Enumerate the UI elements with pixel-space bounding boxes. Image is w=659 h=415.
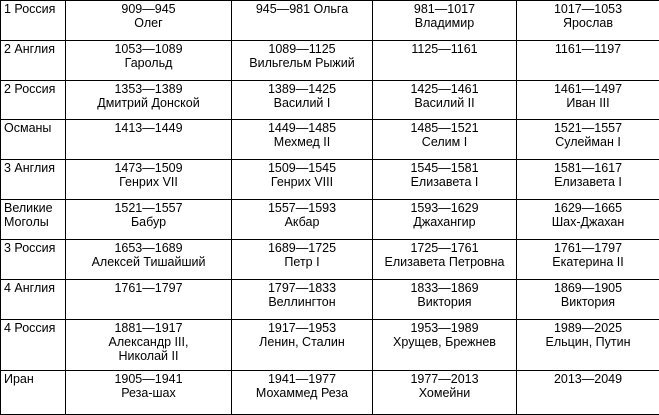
row-label: 3 Англия bbox=[1, 160, 66, 200]
ruler-name: Селим I bbox=[421, 135, 468, 150]
ruler-name: Джахангир bbox=[413, 215, 476, 230]
ruler-name: Хомейни bbox=[418, 385, 471, 400]
row-label: Великие Моголы bbox=[1, 200, 66, 240]
reign-cell bbox=[373, 120, 517, 160]
ruler-name: Гарольд bbox=[124, 55, 173, 70]
table-row bbox=[1, 319, 659, 370]
reign-cell bbox=[66, 319, 232, 370]
table-row bbox=[1, 279, 659, 319]
reign-cell bbox=[66, 279, 232, 319]
reign-cell bbox=[66, 40, 232, 80]
reign-years: 1449—1485 bbox=[267, 121, 337, 136]
reign-years: 1761—1797 bbox=[553, 240, 623, 255]
ruler-name: Хрущев, Брежнев bbox=[393, 334, 496, 349]
ruler-name: Олег bbox=[134, 16, 163, 30]
ruler-name: Генрих VIII bbox=[270, 175, 334, 190]
reign-years: 1521—1557 bbox=[114, 201, 183, 216]
reign-cell bbox=[66, 80, 232, 120]
ruler-name: Василий I bbox=[273, 95, 331, 110]
reign-cell bbox=[66, 120, 232, 160]
reign-cell bbox=[232, 279, 373, 319]
reign-cell bbox=[517, 319, 659, 370]
reign-cell bbox=[373, 370, 517, 414]
ruler-name: Алексей Тишайший bbox=[91, 254, 206, 269]
table-row bbox=[1, 239, 659, 279]
reign-years: 1545—1581 bbox=[410, 161, 479, 176]
reign-years: 1653—1689 bbox=[114, 240, 183, 255]
table-row bbox=[1, 40, 659, 80]
ruler-name: Ярослав bbox=[562, 16, 614, 30]
reign-years: 1017—1053 bbox=[553, 2, 623, 16]
ruler-name: Елизавета Петровна bbox=[384, 254, 505, 269]
reign-years: 981—1017 bbox=[413, 2, 476, 16]
ruler-name: Бабур bbox=[130, 215, 167, 230]
reign-cell bbox=[373, 80, 517, 120]
row-label: 4 Россия bbox=[1, 319, 66, 370]
reign-cell bbox=[517, 120, 659, 160]
reign-years: 1161—1197 bbox=[554, 41, 622, 56]
reign-years: 909—945 bbox=[121, 2, 176, 16]
reign-cell bbox=[373, 1, 517, 41]
table-row bbox=[1, 80, 659, 120]
row-label: Иран bbox=[1, 370, 66, 414]
reign-years: 1425—1461 bbox=[410, 81, 479, 96]
ruler-name: Екатерина II bbox=[552, 254, 624, 269]
reign-years: 1413—1449 bbox=[114, 121, 183, 136]
reign-years: 1953—1989 bbox=[410, 320, 479, 335]
reign-years: 1485—1521 bbox=[410, 121, 479, 136]
table-row bbox=[1, 200, 659, 240]
reign-cell bbox=[517, 40, 659, 80]
ruler-name: Александр III, bbox=[108, 334, 189, 349]
reign-years: 1917—1953 bbox=[267, 320, 337, 335]
ruler-name: Владимир bbox=[414, 16, 475, 30]
table-body bbox=[1, 1, 659, 415]
reign-cell bbox=[232, 80, 373, 120]
reign-years: 1353—1389 bbox=[114, 81, 183, 96]
reign-cell bbox=[66, 160, 232, 200]
ruler-name: Иван III bbox=[566, 95, 610, 110]
ruler-name: Дмитрий Донской bbox=[97, 95, 200, 110]
ruler-name: Ленин, Сталин bbox=[259, 334, 345, 349]
reign-cell bbox=[232, 200, 373, 240]
reign-years: 1989—2025 bbox=[553, 320, 623, 335]
ruler-name: Василий II bbox=[414, 95, 475, 110]
reign-cell bbox=[373, 200, 517, 240]
reign-cell bbox=[232, 120, 373, 160]
reign-years: 1509—1545 bbox=[267, 161, 337, 176]
reign-cell bbox=[373, 279, 517, 319]
reign-years: 1557—1593 bbox=[267, 201, 337, 216]
reign-years: 1089—1125 bbox=[268, 41, 336, 56]
reign-cell bbox=[232, 40, 373, 80]
reign-cell bbox=[232, 1, 373, 41]
ruler-name: Ельцин, Путин bbox=[545, 334, 631, 349]
reign-years: 1689—1725 bbox=[267, 240, 337, 255]
reign-cell bbox=[517, 80, 659, 120]
reign-years: 1473—1509 bbox=[114, 161, 183, 176]
reign-years: 1833—1869 bbox=[410, 280, 479, 295]
table-row bbox=[1, 370, 659, 414]
reign-cell bbox=[373, 160, 517, 200]
ruler-name: Акбар bbox=[284, 215, 320, 230]
reign-years: 2013—2049 bbox=[553, 371, 623, 386]
reign-years: 1389—1425 bbox=[267, 81, 337, 96]
row-label: 3 Россия bbox=[1, 239, 66, 279]
ruler-name: Шах-Джахан bbox=[551, 215, 625, 230]
reign-years: 1521—1557 bbox=[553, 121, 623, 136]
row-label: 2 Англия bbox=[1, 40, 66, 80]
reign-cell bbox=[517, 279, 659, 319]
reign-cell bbox=[517, 200, 659, 240]
reign-cell bbox=[232, 160, 373, 200]
ruler-name: Генрих VII bbox=[119, 175, 178, 190]
ruler-name: Вильгельм Рыжий bbox=[249, 55, 355, 70]
ruler-name: Веллингтон bbox=[268, 294, 336, 309]
ruler-name: Реза-шах bbox=[121, 385, 176, 400]
row-label: 2 Россия bbox=[1, 80, 66, 120]
reign-cell bbox=[517, 239, 659, 279]
reign-cell bbox=[517, 160, 659, 200]
reign-years: 1797—1833 bbox=[267, 280, 337, 295]
ruler-name: Сулейман I bbox=[555, 135, 621, 150]
reign-cell bbox=[66, 1, 232, 41]
reign-years: 1977—2013 bbox=[410, 371, 479, 386]
reign-cell bbox=[373, 239, 517, 279]
reign-years: 1125—1161 bbox=[411, 41, 478, 56]
ruler-name: Николай II bbox=[118, 348, 179, 363]
ruler-name: Мохаммед Реза bbox=[255, 385, 349, 400]
table-row bbox=[1, 120, 659, 160]
row-label: 1 Россия bbox=[1, 1, 66, 41]
reign-years: 1461—1497 bbox=[553, 81, 623, 96]
reign-years: 1593—1629 bbox=[410, 201, 479, 216]
reign-years: 1941—1977 bbox=[267, 371, 337, 386]
reign-years: 1905—1941 bbox=[114, 371, 183, 386]
ruler-name: Елизавета I bbox=[410, 175, 479, 190]
reign-years: 1053—1089 bbox=[114, 41, 183, 56]
reign-cell bbox=[66, 239, 232, 279]
table-row bbox=[1, 160, 659, 200]
reign-years: 945—981 Ольга bbox=[255, 2, 349, 16]
ruler-name: Елизавета I bbox=[554, 175, 622, 190]
table-row bbox=[1, 1, 659, 41]
reign-years: 1581—1617 bbox=[553, 161, 623, 176]
reign-cell bbox=[373, 319, 517, 370]
reign-cell bbox=[66, 370, 232, 414]
reign-years: 1761—1797 bbox=[114, 280, 183, 295]
reign-cell bbox=[232, 370, 373, 414]
ruler-name: Виктория bbox=[560, 294, 616, 309]
reign-cell bbox=[232, 319, 373, 370]
reign-cell bbox=[517, 1, 659, 41]
reign-cell bbox=[66, 200, 232, 240]
ruler-name: Мехмед II bbox=[273, 135, 331, 150]
ruler-name: Виктория bbox=[417, 294, 472, 309]
row-label: Османы bbox=[1, 120, 66, 160]
reign-years: 1881—1917 bbox=[114, 320, 183, 335]
reign-years: 1869—1905 bbox=[553, 280, 623, 295]
reign-cell bbox=[373, 40, 517, 80]
reign-years: 1725—1761 bbox=[410, 240, 479, 255]
row-label: 4 Англия bbox=[1, 279, 66, 319]
reign-cell bbox=[232, 239, 373, 279]
ruler-name: Петр I bbox=[284, 254, 320, 269]
reign-cell bbox=[517, 370, 659, 414]
reign-years: 1629—1665 bbox=[553, 201, 623, 216]
